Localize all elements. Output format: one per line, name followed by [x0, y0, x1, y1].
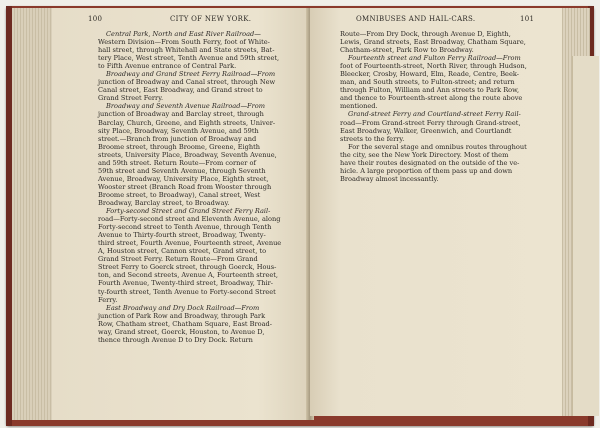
text-line: Route—From Dry Dock, through Avenue D, Eighth, [340, 30, 511, 38]
text-line: Street Ferry to Goerck street, through Goerck, Hous- [98, 263, 277, 272]
text-line: Grand Street Ferry. [98, 94, 164, 103]
text-line: Grand-street Ferry and Courtland-street Ferry Rail- [348, 110, 521, 119]
text-line: For the several stage and omnibus routes throughout [348, 142, 527, 151]
text-line: streets to the ferry. [340, 134, 405, 143]
text-line: mentioned. [340, 102, 378, 111]
text-line: Forty-second Street and Grand Street Ferry Rail- [106, 207, 271, 216]
text-line: Row, Chatham street, Chatham Square, East Broad- [98, 319, 272, 328]
text-line: Barclay, Church, Greene, and Eighth streets, Univer- [98, 118, 276, 127]
text-line: Fourth Avenue, Twenty-third street, Broadway, Thir- [98, 279, 274, 288]
left-running-head: CITY OF NEW YORK. [170, 15, 252, 23]
text-line: streets, University Place, Broadway, Seventh Avenue, [98, 150, 277, 159]
page-tab [572, 56, 599, 416]
text-line: and thence to Fourteenth-street along the route above [340, 94, 523, 103]
text-line: Canal street, East Broadway, and Grand street to [98, 86, 263, 95]
right-running-head: OMNIBUSES AND HAIL-CARS. [356, 15, 476, 23]
text-line: tery Place, West street, Tenth Avenue and 59th street, [98, 54, 280, 63]
text-line: Western Division—From South Ferry, foot of White- [98, 38, 270, 47]
right-page-number: 101 [520, 15, 535, 23]
text-line: hall street, through Whitehall and State streets, Bat- [98, 46, 275, 55]
text-line: street.—Branch from junction of Broadway and [98, 134, 257, 143]
text-line: foot of Fourteenth-street, North River, through Hudson, [340, 62, 527, 71]
text-line: to Fifth Avenue entrance of Central Park. [98, 62, 237, 71]
text-line: road—From Grand-street Ferry through Grand-street, [340, 118, 521, 127]
text-line: Avenue, Broadway, University Place, Eighth street, [98, 174, 269, 183]
text-line: sity Place, Broadway, Seventh Avenue, and 59th [98, 126, 259, 135]
right-page [310, 8, 562, 416]
text-line: hicle. A large proportion of them pass up and down [340, 166, 513, 175]
text-line: through Fulton, William and Ann streets to Park Row, [340, 86, 520, 95]
text-line: road—Forty-second street and Eleventh Avenue, along [98, 215, 281, 224]
text-line: Broome street, to Broadway), Canal street, West [98, 190, 261, 199]
text-line: Broadway and Seventh Avenue Railroad—From [106, 102, 265, 111]
text-line: ty-fourth street, Tenth Avenue to Forty-second Street [98, 287, 276, 296]
text-line: junction of Park Row and Broadway, through Park [98, 311, 266, 320]
text-line: way, Grand street, Goerck, Houston, to Avenue D, [98, 327, 265, 336]
text-line: the city, see the New York Directory. Most of them [340, 150, 509, 159]
text-line: Grand Street Ferry. Return Route—From Grand [98, 255, 258, 264]
text-line: Broadway almost incessantly. [340, 174, 439, 183]
text-line: third street, Fourth Avenue, Fourteenth street, Avenue [98, 239, 282, 248]
text-line: East Broadway and Dry Dock Railroad—From [106, 303, 260, 312]
text-line: Lewis, Grand streets, East Broadway, Chatham Square, [340, 38, 526, 47]
text-line: A, Houston street, Cannon street, Grand street, to [98, 247, 267, 256]
text-line: Broadway, Barclay street, to Broadway. [98, 198, 230, 207]
text-line: Wooster street (Branch Road from Wooster through [98, 182, 272, 191]
text-line: have their routes designated on the outside of the ve- [340, 158, 520, 167]
text-line: Central Park, North and East River Railroad— [106, 30, 261, 38]
text-line: Broome street, through Broome, Greene, Eighth [98, 142, 260, 151]
text-line: junction of Broadway and Barclay street, through [98, 110, 264, 119]
text-line: 59th street and Seventh Avenue, through Seventh [98, 166, 266, 175]
left-page-number: 100 [88, 15, 103, 23]
text-line: Ferry. [98, 295, 118, 304]
left-page-body [98, 30, 294, 344]
text-line: and 59th street. Return Route—From corner of [98, 158, 256, 167]
text-line: Broadway and Grand Street Ferry Railroad—From [106, 70, 276, 79]
right-page-body [340, 30, 536, 183]
text-line: thence through Avenue D to Dry Dock. Return [98, 335, 253, 344]
text-line: East Broadway, Walker, Greenwich, and Courtlandt [340, 126, 512, 135]
text-line: Avenue to Thirty-fourth street, Broadway, Twenty- [98, 231, 266, 240]
text-line: junction of Broadway and Canal street, through New [98, 78, 276, 87]
left-page [52, 8, 310, 420]
text-line: Bleecker, Crosby, Howard, Elm, Reade, Centre, Beek- [340, 70, 519, 79]
text-line: Chatham-street, Park Row to Broadway. [340, 46, 474, 55]
text-line: Fourteenth street and Fulton Ferry Railroad—From [348, 54, 521, 63]
page-stack-left [12, 8, 52, 420]
text-line: ton, and Second streets, Avenue A, Fourteenth street, [98, 271, 278, 280]
text-line: Forty-second street to Tenth Avenue, through Tenth [98, 223, 272, 232]
text-line: man, and South streets, to Fulton-street; and return [340, 78, 515, 87]
